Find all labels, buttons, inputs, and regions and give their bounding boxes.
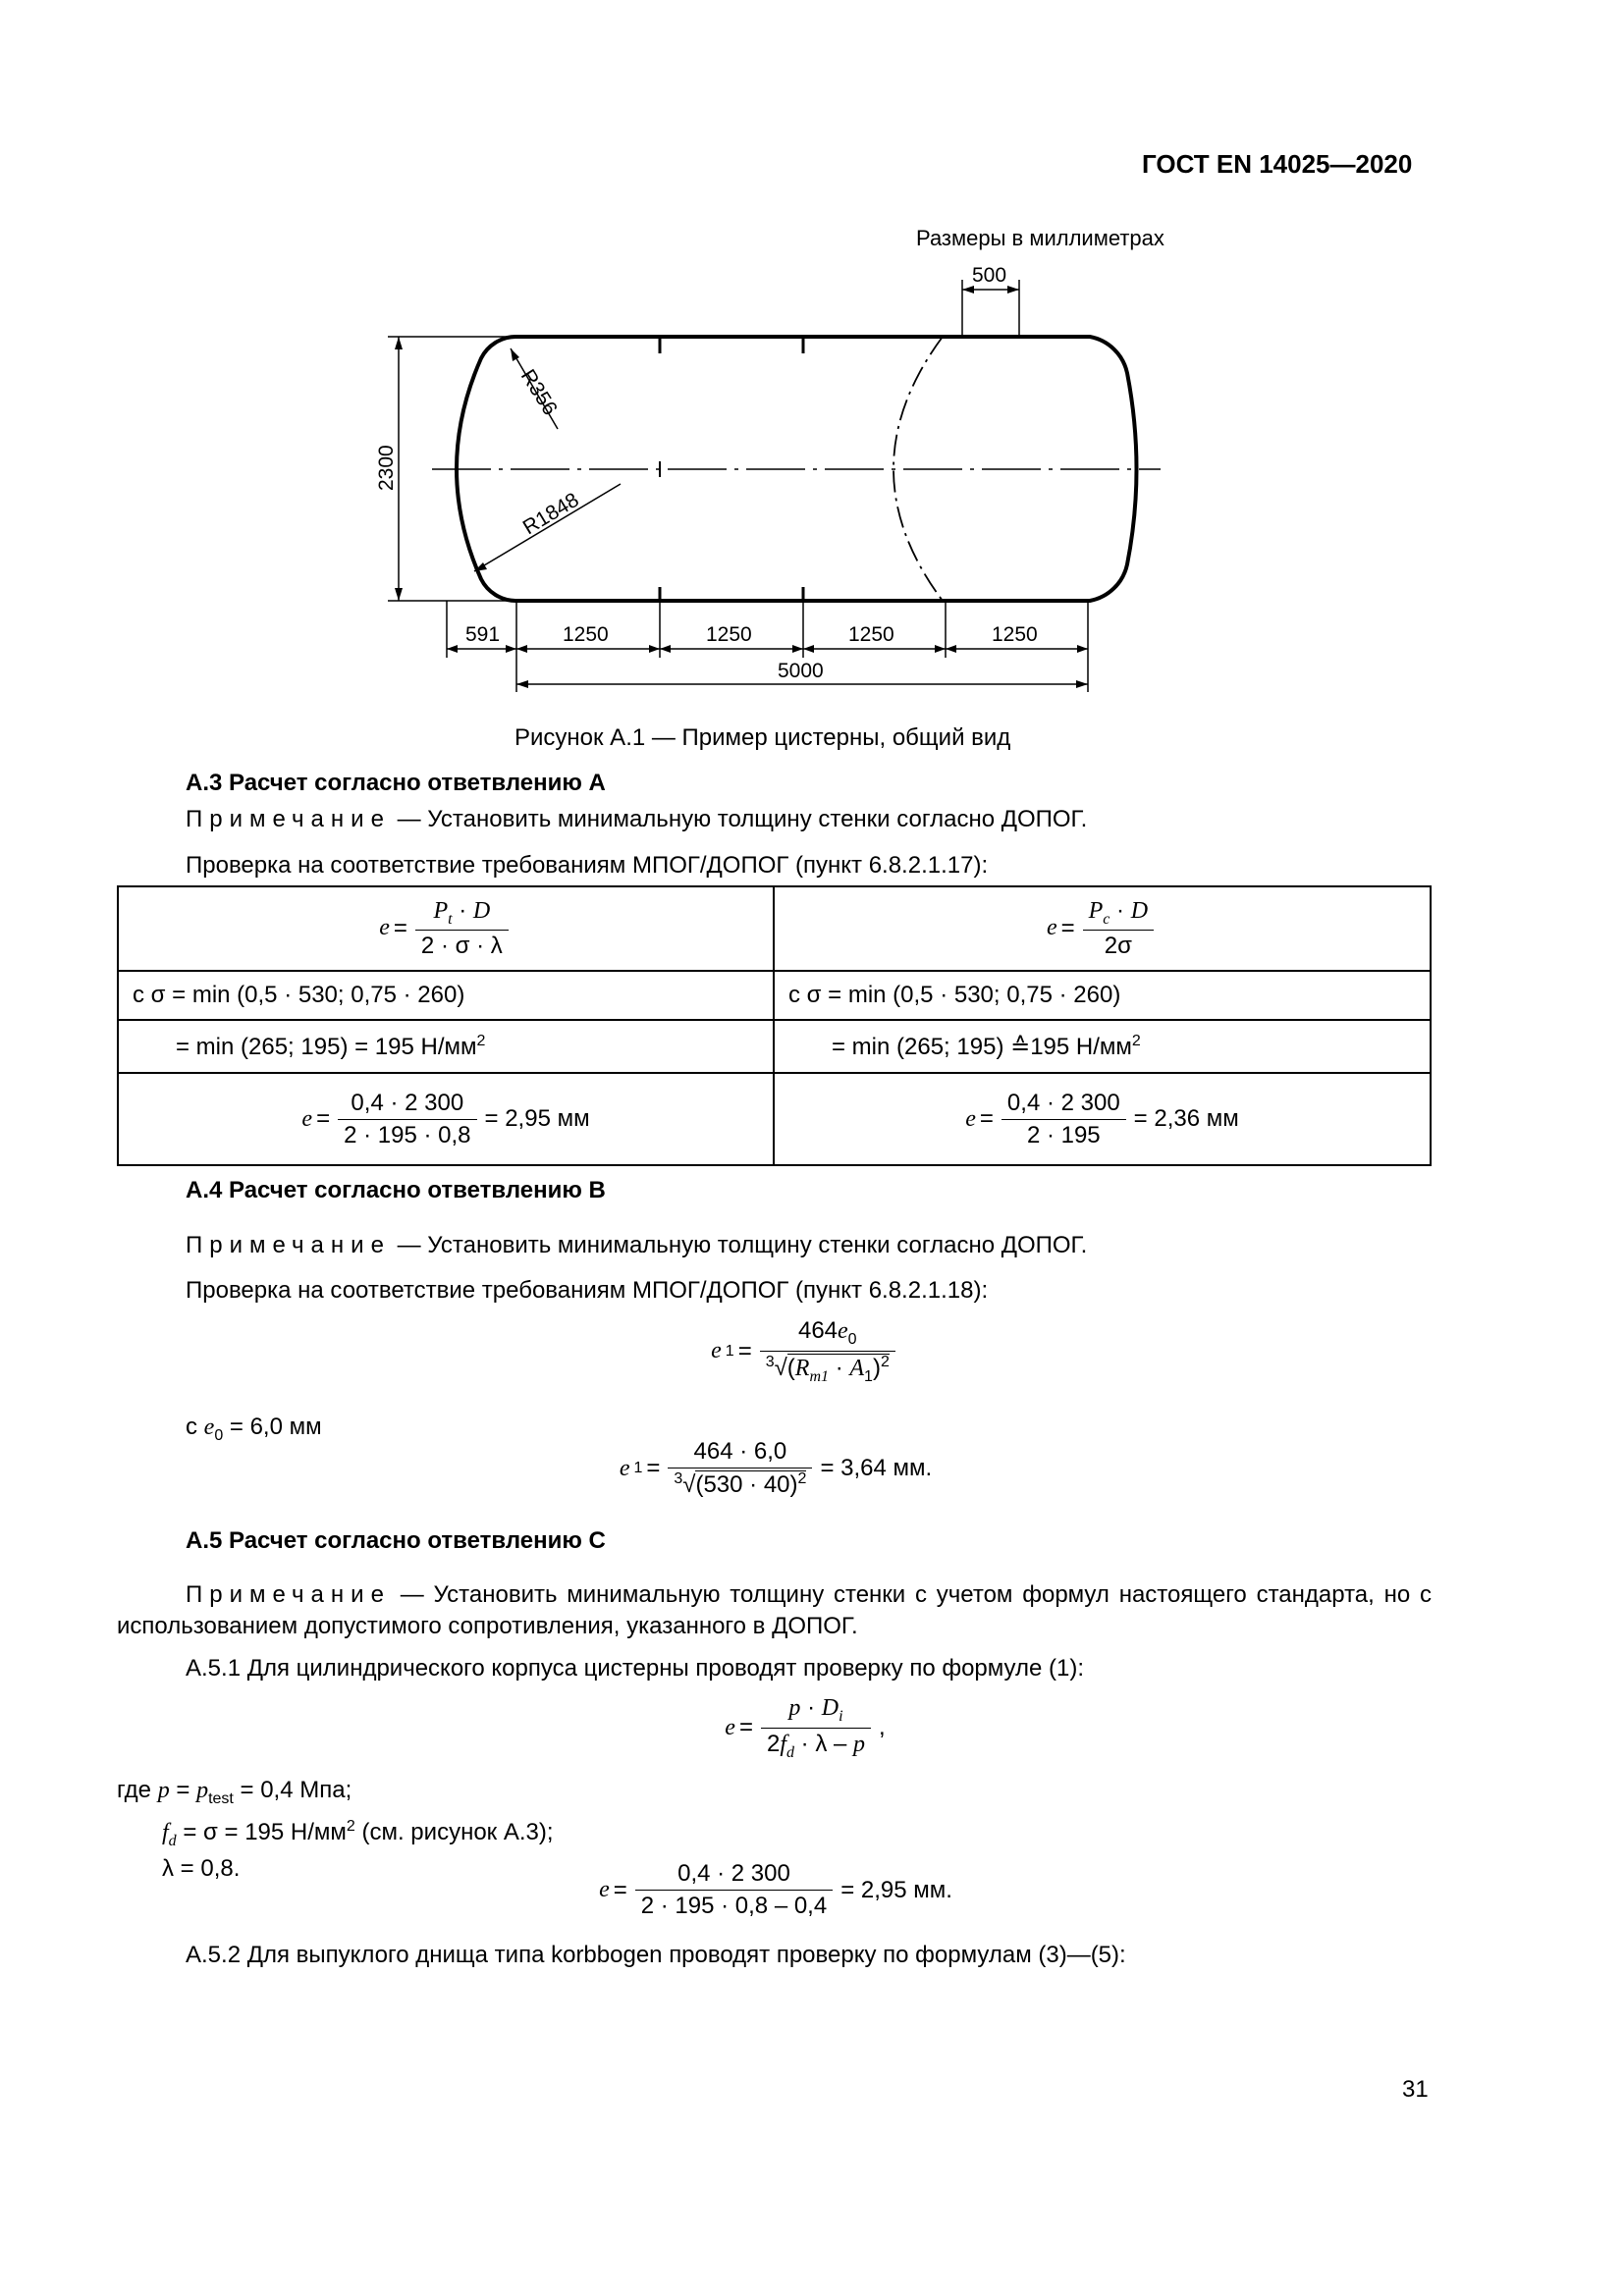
- tank-drawing: [363, 255, 1178, 697]
- formula-right: e = $\frac{P_c \cdot D}{2\sigma}$: [774, 886, 1431, 971]
- a5-calc: e = $\frac{0,4 \cdot 2 300}{2 \cdot 195 \cdot 0,8 - 0,4}$ = 2,95 мм.: [599, 1860, 952, 1919]
- formula-left: e = $\frac{P_t \cdot D}{2 \cdot \sigma \cdot \lambda}$: [118, 886, 774, 971]
- section-a5-heading: А.5 Расчет согласно ответвлению С: [186, 1527, 606, 1554]
- a4-check-text: Проверка на соответствие требованиям МПОГ/ДОПОГ (пункт 6.8.2.1.18):: [186, 1277, 989, 1304]
- a5-p2: А.5.2 Для выпуклого днища типа korbbogen проводят проверку по формулам (3)—(5):: [186, 1942, 1126, 1968]
- dim-r356: R356: [515, 365, 562, 420]
- a5-note: Примечание — Установить минимальную толщину стенки с учетом формул настоящего стандарта, но с использованием допустимого сопротивления, указанного в ДОПОГ.: [117, 1581, 1432, 1639]
- right-row2: с σ = min (0,5 · 530; 0,75 · 260): [774, 971, 1431, 1020]
- a5-where: где $p = p_{test} = 0,4$ Мпа; $f_d = \sigma = 195$ $Н/мм^2$ (см. рисунок А.3); λ = 0,8.: [117, 1777, 554, 1882]
- a4-e0: с $e_0 = 6,0$ мм: [186, 1414, 322, 1444]
- a4-note: Примечание — Установить минимальную толщину стенки согласно ДОПОГ.: [186, 1232, 1088, 1258]
- a3-note: Примечание — Установить минимальную толщину стенки согласно ДОПОГ.: [186, 806, 1088, 832]
- formula-e1: e 1 = $\frac{464e_0}{^3√(R_{m1} \cdot A_1)^2}$: [677, 1317, 933, 1386]
- section-a3-heading: А.3 Расчет согласно ответвлению А: [186, 770, 606, 796]
- a3-check-text: Проверка на соответствие требованиям МПОГ/ДОПОГ (пункт 6.8.2.1.17):: [186, 852, 989, 879]
- dim-1250-c: 1250: [848, 623, 894, 646]
- dim-2300: 2300: [375, 445, 398, 491]
- document-id: ГОСТ EN 14025—2020: [1142, 149, 1413, 179]
- dim-1250-b: 1250: [706, 623, 752, 646]
- dim-5000: 5000: [778, 660, 824, 682]
- dim-r1848: R1848: [518, 488, 583, 540]
- section-a4-heading: А.4 Расчет согласно ответвлению В: [186, 1177, 606, 1203]
- dim-591: 591: [465, 623, 501, 646]
- left-row2: с σ = min (0,5 · 530; 0,75 · 260): [118, 971, 774, 1020]
- page-number: 31: [1402, 2076, 1429, 2103]
- a3-calc-table: [117, 885, 1432, 1166]
- left-row3: = min (265; 195) = 195 $Н/мм^2$: [118, 1020, 774, 1073]
- a4-e1-calc: e 1 = $\frac{464 \cdot 6,0}{^3√(530 \cdot 40)^2}$ = 3,64 мм.: [619, 1438, 933, 1498]
- right-result: e = $\frac{0,4 \cdot 2 300}{2 \cdot 195}$ = 2,36 мм: [774, 1073, 1431, 1165]
- formula-a5-1: e = $\frac{p \cdot D_i}{2f_d \cdot \lambda - p}$ ,: [725, 1694, 886, 1761]
- dim-500: 500: [972, 264, 1007, 287]
- dim-1250-d: 1250: [992, 623, 1038, 646]
- left-result: e = $\frac{0,4 \cdot 2 300}{2 \cdot 195 \cdot 0,8}$ = 2,95 мм: [118, 1073, 774, 1165]
- a5-p1: А.5.1 Для цилиндрического корпуса цистерны проводят проверку по формуле (1):: [186, 1655, 1085, 1682]
- units-note: Размеры в миллиметрах: [916, 226, 1164, 250]
- dim-1250-a: 1250: [563, 623, 609, 646]
- right-row3: = min (265; 195) ≙195 $Н/мм^2$: [774, 1020, 1431, 1073]
- figure-caption: Рисунок А.1 — Пример цистерны, общий вид: [514, 724, 1011, 751]
